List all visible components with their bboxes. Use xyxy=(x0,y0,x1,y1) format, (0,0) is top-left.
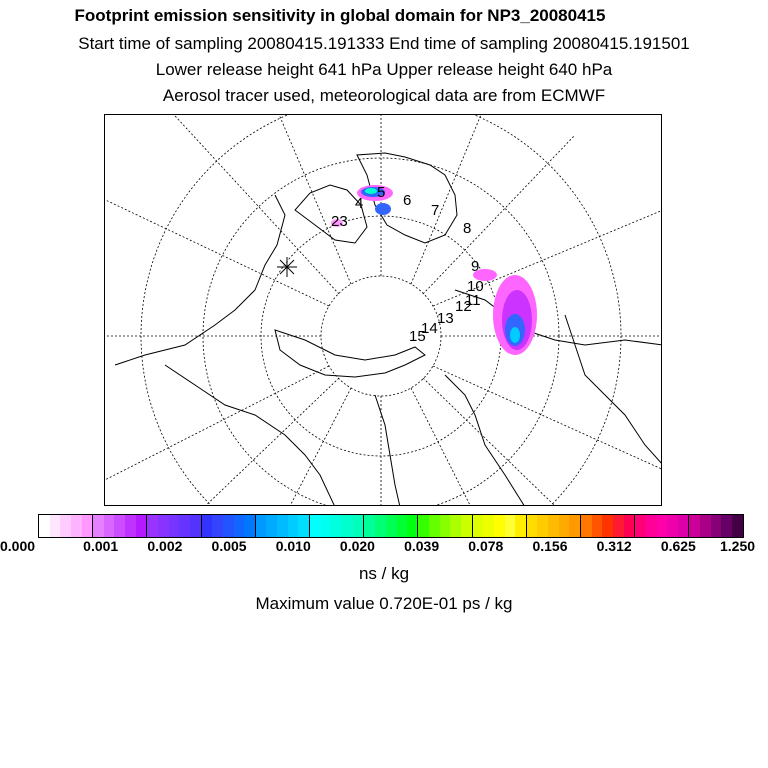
colorbar-segment xyxy=(461,515,473,537)
colorbar-segment xyxy=(114,515,125,537)
colorbar-tick-label: 0.010 xyxy=(275,538,311,554)
colorbar-segment xyxy=(321,515,332,537)
colorbar-segment xyxy=(212,515,223,537)
colorbar-tick-label: 0.000 xyxy=(0,538,36,554)
colorbar-segment xyxy=(721,515,732,537)
colorbar-segment xyxy=(473,515,484,537)
trajectory-label: 4 xyxy=(355,195,364,212)
colorbar-segment xyxy=(331,515,342,537)
colorbar-segment xyxy=(407,515,419,537)
colorbar-segment xyxy=(494,515,505,537)
maximum-value: Maximum value 0.720E-01 ps / kg xyxy=(255,594,513,613)
tracer-info-line: Aerosol tracer used, meteorological data are from ECMWF xyxy=(162,86,606,105)
colorbar-segment xyxy=(60,515,71,537)
trajectory-label: 8 xyxy=(463,220,472,237)
colorbar-segment xyxy=(635,515,646,537)
colorbar-segment xyxy=(179,515,190,537)
colorbar-segment xyxy=(50,515,61,537)
meridian xyxy=(275,388,351,506)
meridian xyxy=(423,378,585,506)
colorbar-segment xyxy=(277,515,288,537)
colorbar-tick-label: 0.078 xyxy=(468,538,504,554)
trajectory-label: 23 xyxy=(331,213,348,230)
meridian xyxy=(175,378,339,506)
colorbar-tick-label: 0.039 xyxy=(404,538,440,554)
coastline-north-america xyxy=(165,365,335,506)
trajectory-label: 13 xyxy=(437,310,454,327)
colorbar-segment xyxy=(592,515,603,537)
colorbar-segment xyxy=(613,515,624,537)
meridian xyxy=(105,195,329,306)
meridian xyxy=(105,366,329,485)
colorbar-segment xyxy=(39,515,50,537)
colorbar-tick-label: 0.020 xyxy=(339,538,375,554)
colorbar-segment xyxy=(310,515,321,537)
trajectory-label: 7 xyxy=(431,202,440,219)
colorbar-segment xyxy=(602,515,613,537)
colorbar-segment xyxy=(559,515,570,537)
colorbar-segment xyxy=(450,515,461,537)
plume-tail-1 xyxy=(375,203,391,215)
sampling-time-line: Start time of sampling 20080415.191333 End time of sampling 20080415.191501 xyxy=(78,34,690,53)
colorbar xyxy=(38,514,744,538)
colorbar-segment xyxy=(202,515,213,537)
colorbar-segment xyxy=(353,515,365,537)
trajectory-label: 14 xyxy=(421,320,438,337)
colorbar-segment xyxy=(505,515,516,537)
colorbar-tick-label: 1.250 xyxy=(720,538,756,554)
meridians xyxy=(105,115,662,506)
trajectory-label: 10 xyxy=(467,278,484,295)
colorbar-segment xyxy=(342,515,353,537)
colorbar-segment xyxy=(71,515,82,537)
colorbar-segment xyxy=(515,515,527,537)
meridian xyxy=(165,115,339,294)
colorbar-segment xyxy=(483,515,494,537)
colorbar-segment xyxy=(190,515,202,537)
meridian xyxy=(423,135,575,294)
colorbar-segment xyxy=(646,515,657,537)
colorbar-segment xyxy=(657,515,668,537)
colorbar-tick-label: 0.156 xyxy=(532,538,568,554)
colorbar-segment xyxy=(136,515,148,537)
meridian xyxy=(411,388,485,506)
colorbar-segment xyxy=(223,515,234,537)
colorbar-segment xyxy=(93,515,104,537)
polar-map-svg xyxy=(105,115,662,506)
colorbar-segment xyxy=(548,515,559,537)
colorbar-segment xyxy=(700,515,711,537)
plume-core-2 xyxy=(510,327,520,343)
colorbar-segment xyxy=(569,515,581,537)
colorbar-tick-label: 0.312 xyxy=(596,538,632,554)
colorbar-tick-label: 0.002 xyxy=(147,538,183,554)
colorbar-segment xyxy=(386,515,397,537)
colorbar-segment xyxy=(418,515,429,537)
colorbar-segment xyxy=(104,515,115,537)
coastline-russia-far-east xyxy=(565,315,662,465)
colorbar-segment xyxy=(169,515,180,537)
colorbar-segment xyxy=(375,515,386,537)
colorbar-segment xyxy=(581,515,592,537)
colorbar-tick-label: 0.001 xyxy=(83,538,119,554)
colorbar-units: ns / kg xyxy=(358,564,410,583)
colorbar-segment xyxy=(396,515,407,537)
colorbar-segment xyxy=(429,515,440,537)
colorbar-segment xyxy=(527,515,538,537)
map-title: Footprint emission sensitivity in global domain for NP3_20080415 xyxy=(74,6,606,25)
coastline-siberia xyxy=(455,290,662,345)
colorbar-segment xyxy=(364,515,375,537)
trajectory-label: 15 xyxy=(409,328,426,345)
polar-map xyxy=(104,114,662,506)
trajectory-label: 12 xyxy=(455,298,472,315)
colorbar-segment xyxy=(266,515,277,537)
coastline-greenland-west xyxy=(115,195,285,365)
colorbar-tick-label: 0.625 xyxy=(660,538,696,554)
release-height-line: Lower release height 641 hPa Upper release height 640 hPa xyxy=(155,60,613,79)
trajectory-label: 11 xyxy=(465,292,481,309)
colorbar-segment xyxy=(537,515,548,537)
coastline-alaska xyxy=(445,375,525,506)
meridian xyxy=(275,115,351,284)
colorbar-segment xyxy=(298,515,310,537)
colorbar-segment xyxy=(624,515,636,537)
colorbar-segment xyxy=(732,515,743,537)
colorbar-segment xyxy=(256,515,267,537)
colorbar-segment xyxy=(147,515,158,537)
colorbar-segment xyxy=(711,515,722,537)
release-marker xyxy=(277,257,297,277)
coastline-canada-east xyxy=(375,395,400,506)
trajectory-label: 5 xyxy=(377,184,386,201)
colorbar-segment xyxy=(125,515,136,537)
colorbar-segment xyxy=(678,515,690,537)
colorbar-segment xyxy=(244,515,256,537)
trajectory-label: 9 xyxy=(471,258,480,275)
trajectory-label: 6 xyxy=(403,192,412,209)
plume-core-1 xyxy=(365,188,377,194)
colorbar-segment xyxy=(82,515,94,537)
colorbar-segment xyxy=(440,515,451,537)
colorbar-segment xyxy=(689,515,700,537)
colorbar-segment xyxy=(234,515,245,537)
latitude-circle-50 xyxy=(141,115,621,506)
trajectory-labels xyxy=(331,184,484,345)
colorbar-tick-labels xyxy=(0,538,768,556)
colorbar-segment xyxy=(667,515,678,537)
colorbar-segment xyxy=(288,515,299,537)
colorbar-segment xyxy=(158,515,169,537)
coastline-arctic-islands xyxy=(275,330,425,377)
latitude-circles xyxy=(141,115,621,506)
colorbar-tick-label: 0.005 xyxy=(211,538,247,554)
